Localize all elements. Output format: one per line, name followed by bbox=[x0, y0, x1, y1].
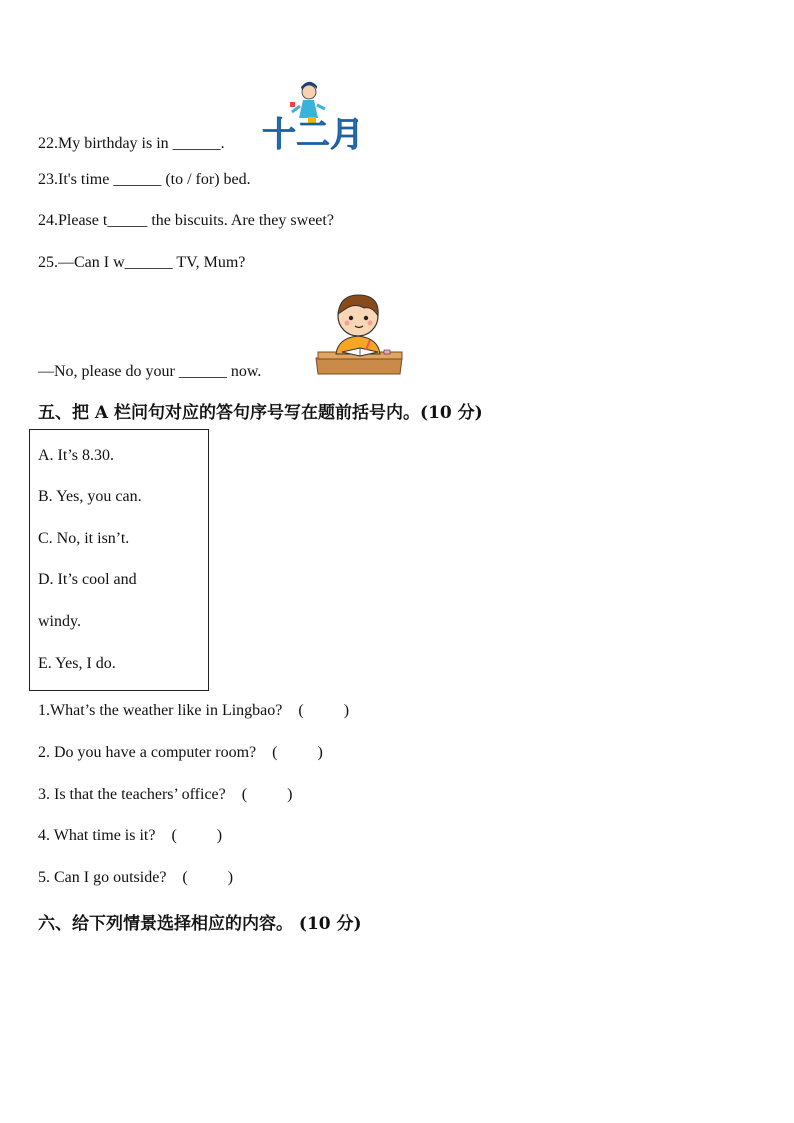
december-picture bbox=[262, 80, 358, 152]
match-question-5 bbox=[38, 869, 233, 887]
option-d: D. It’s cool and bbox=[38, 571, 137, 588]
section-5-heading: 五、把 A 栏问句对应的答句序号写在题前括号内。(10 分) bbox=[38, 403, 483, 423]
match-question-1-text: 1.What’s the weather like in Lingbao? bbox=[38, 702, 283, 719]
match-question-2 bbox=[38, 744, 323, 762]
december-illustration bbox=[262, 80, 358, 152]
question-25: 25.—Can I w______ TV, Mum? bbox=[38, 254, 246, 271]
question-24: 24.Please t_____ the biscuits. Are they sweet? bbox=[38, 212, 334, 229]
answer-blank-2[interactable]: ( ) bbox=[272, 744, 323, 761]
month-text: 十二月 bbox=[262, 115, 358, 152]
match-question-3 bbox=[38, 786, 292, 804]
question-25-answer: —No, please do your ______ now. bbox=[38, 363, 262, 380]
option-c: C. No, it isn’t. bbox=[38, 530, 130, 547]
question-22: 22.My birthday is in ______. bbox=[38, 135, 225, 152]
boy-homework-picture bbox=[314, 290, 406, 378]
options-box bbox=[29, 429, 209, 691]
option-b: B. Yes, you can. bbox=[38, 488, 142, 505]
option-e: E. Yes, I do. bbox=[38, 655, 116, 672]
match-question-2-text: 2. Do you have a computer room? bbox=[38, 744, 257, 761]
match-question-4-text: 4. What time is it? bbox=[38, 827, 156, 844]
option-a: A. It’s 8.30. bbox=[38, 447, 114, 464]
option-d-continued: windy. bbox=[38, 613, 81, 630]
answer-blank-1[interactable]: ( ) bbox=[298, 702, 350, 719]
match-question-1 bbox=[38, 702, 349, 720]
match-question-3-text: 3. Is that the teachers’ office? bbox=[38, 786, 226, 803]
boy-studying-illustration bbox=[314, 290, 406, 378]
answer-blank-4[interactable]: ( ) bbox=[171, 827, 223, 844]
answer-blank-3[interactable]: ( ) bbox=[241, 786, 293, 803]
question-23: 23.It's time ______ (to / for) bed. bbox=[38, 171, 251, 188]
match-question-4 bbox=[38, 827, 222, 845]
match-question-5-text: 5. Can I go outside? bbox=[38, 869, 167, 886]
section-6-heading: 六、给下列情景选择相应的内容。 (10 分) bbox=[38, 914, 362, 934]
answer-blank-5[interactable]: ( ) bbox=[182, 869, 234, 886]
